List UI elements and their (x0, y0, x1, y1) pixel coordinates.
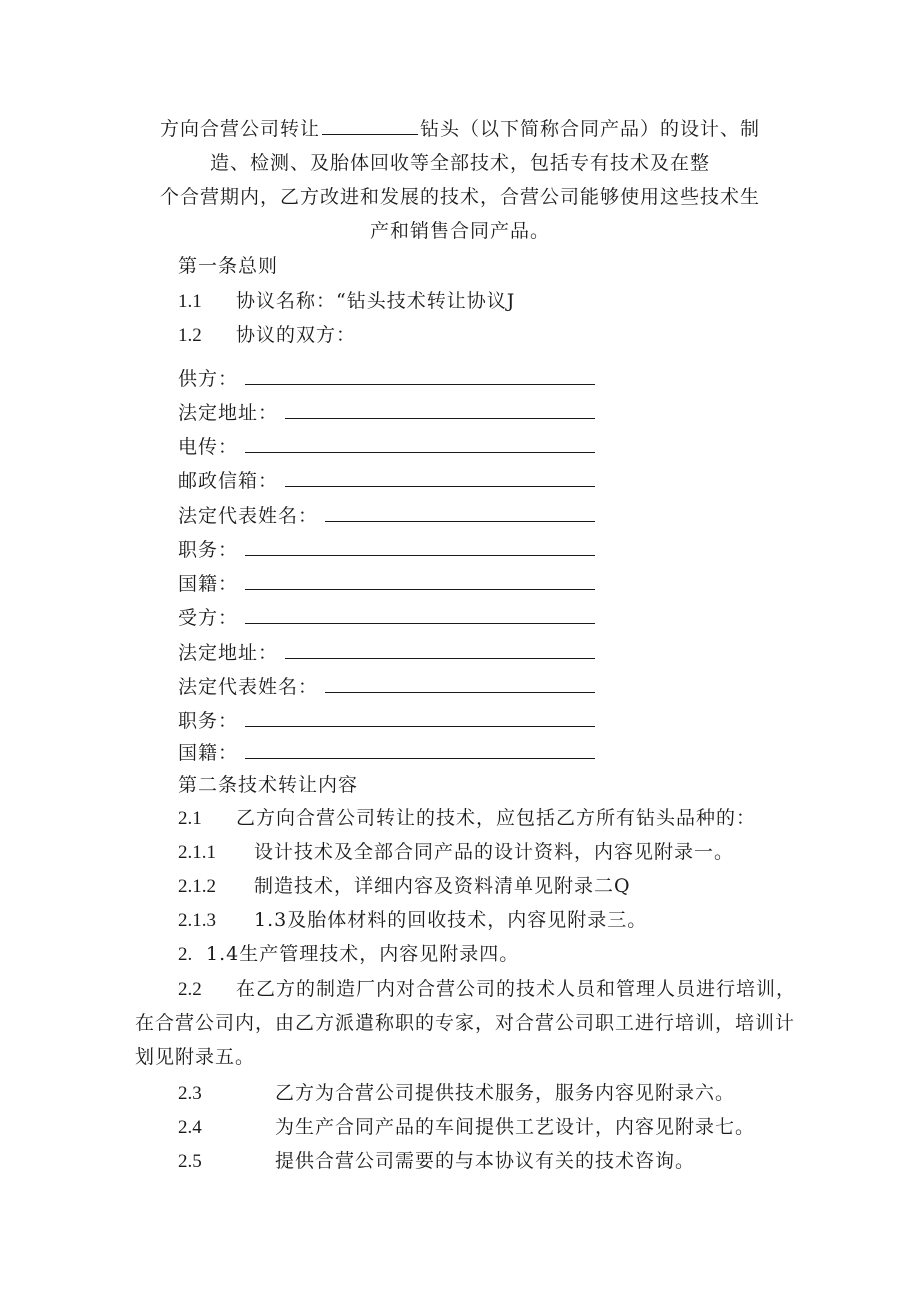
item-2-1-4-number: 2. (178, 944, 193, 965)
field-blank-line (245, 452, 595, 453)
intro-line-2: 造、检测、及胎体回收等全部技术，包括专有技术及在整 (209, 152, 710, 174)
field-blank-line (245, 726, 595, 727)
item-1-2 (178, 322, 356, 349)
item-2-5-text: 提供合营公司需要的与本协议有关的技术咨询。 (275, 1150, 696, 1172)
field-blank-line (245, 555, 595, 556)
item-1-2-text: 协议的双方： (236, 324, 357, 346)
item-1-1-text: 协议名称：“钻头技术转让协议J (236, 290, 516, 312)
item-2-1-3-number: 2.1.3 (178, 910, 216, 931)
field-label: 法定地址： (178, 642, 279, 664)
field-label: 法定地址： (178, 402, 279, 424)
item-2-1-3 (178, 907, 647, 934)
item-2-2-number: 2.2 (178, 979, 202, 1000)
item-2-1-1-number: 2.1.1 (178, 842, 216, 863)
item-2-2-line-2: 在合营公司内，由乙方派遣称职的专家，对合营公司职工进行培训，培训计 (135, 1012, 796, 1034)
item-2-1-text: 乙方向合营公司转让的技术，应包括乙方所有钻头品种的： (236, 807, 757, 829)
field-label: 法定代表姓名： (178, 676, 319, 698)
item-1-2-number: 1.2 (178, 325, 202, 346)
field-label: 职务： (178, 539, 239, 561)
item-2-5 (178, 1148, 695, 1175)
field-blank-line (245, 384, 595, 385)
item-2-1-4-text: 1.4生产管理技术，内容见附录四。 (206, 943, 520, 965)
field-blank-line (325, 521, 595, 522)
item-2-5-number: 2.5 (178, 1151, 202, 1172)
item-2-1-1-text: 设计技术及全部合同产品的设计资料，内容见附录一。 (254, 841, 735, 863)
product-blank (322, 116, 418, 135)
item-2-1-4 (178, 941, 519, 968)
field-label: 职务： (178, 710, 239, 732)
article-1-heading: 第一条总则 (178, 255, 279, 277)
field-label: 供方： (178, 368, 239, 390)
item-2-4-text: 为生产合同产品的车间提供工艺设计，内容见附录七。 (275, 1116, 756, 1138)
field-label: 法定代表姓名： (178, 505, 319, 527)
article-2-heading: 第二条技术转让内容 (178, 774, 359, 796)
item-2-1-2 (178, 873, 631, 900)
field-label: 受方： (178, 607, 239, 629)
intro-line-4: 产和销售合同产品。 (369, 220, 550, 242)
item-2-2-line-3: 划见附录五。 (135, 1046, 256, 1068)
intro-line-1-b: 钻头（以下简称合同产品）的设计、制 (420, 118, 761, 140)
field-blank-line (325, 692, 595, 693)
field-blank-line (245, 623, 595, 624)
field-blank-line (245, 758, 595, 759)
item-2-2 (178, 976, 796, 1003)
field-blank-line (245, 589, 595, 590)
item-2-1-2-number: 2.1.2 (178, 876, 216, 897)
item-2-1-1 (178, 839, 734, 866)
item-2-2-line-1: 在乙方的制造厂内对合营公司的技术人员和管理人员进行培训， (236, 978, 797, 1000)
intro-line-1-a: 方向合营公司转让 (159, 118, 320, 140)
item-2-1 (178, 805, 756, 832)
item-2-1-3-text: 1.3及胎体材料的回收技术，内容见附录三。 (254, 909, 648, 931)
field-label: 国籍： (178, 573, 239, 595)
field-label: 国籍： (178, 742, 239, 764)
item-2-4 (178, 1114, 755, 1141)
intro-line-1 (0, 116, 920, 142)
intro-line-3: 个合营期内，乙方改进和发展的技术，合营公司能够使用这些技术生 (159, 186, 760, 208)
field-label: 电传： (178, 436, 239, 458)
field-blank-line (285, 658, 595, 659)
item-2-3-text: 乙方为合营公司提供技术服务，服务内容见附录六。 (275, 1082, 736, 1104)
item-2-1-number: 2.1 (178, 808, 202, 829)
item-2-1-2-text: 制造技术，详细内容及资料清单见附录二Q (254, 875, 631, 897)
field-label: 邮政信箱： (178, 470, 279, 492)
item-2-3-number: 2.3 (178, 1083, 202, 1104)
item-2-3 (178, 1080, 735, 1107)
item-1-1-number: 1.1 (178, 291, 202, 312)
field-blank-line (285, 486, 595, 487)
item-2-4-number: 2.4 (178, 1117, 202, 1138)
field-blank-line (285, 418, 595, 419)
item-1-1 (178, 288, 515, 315)
